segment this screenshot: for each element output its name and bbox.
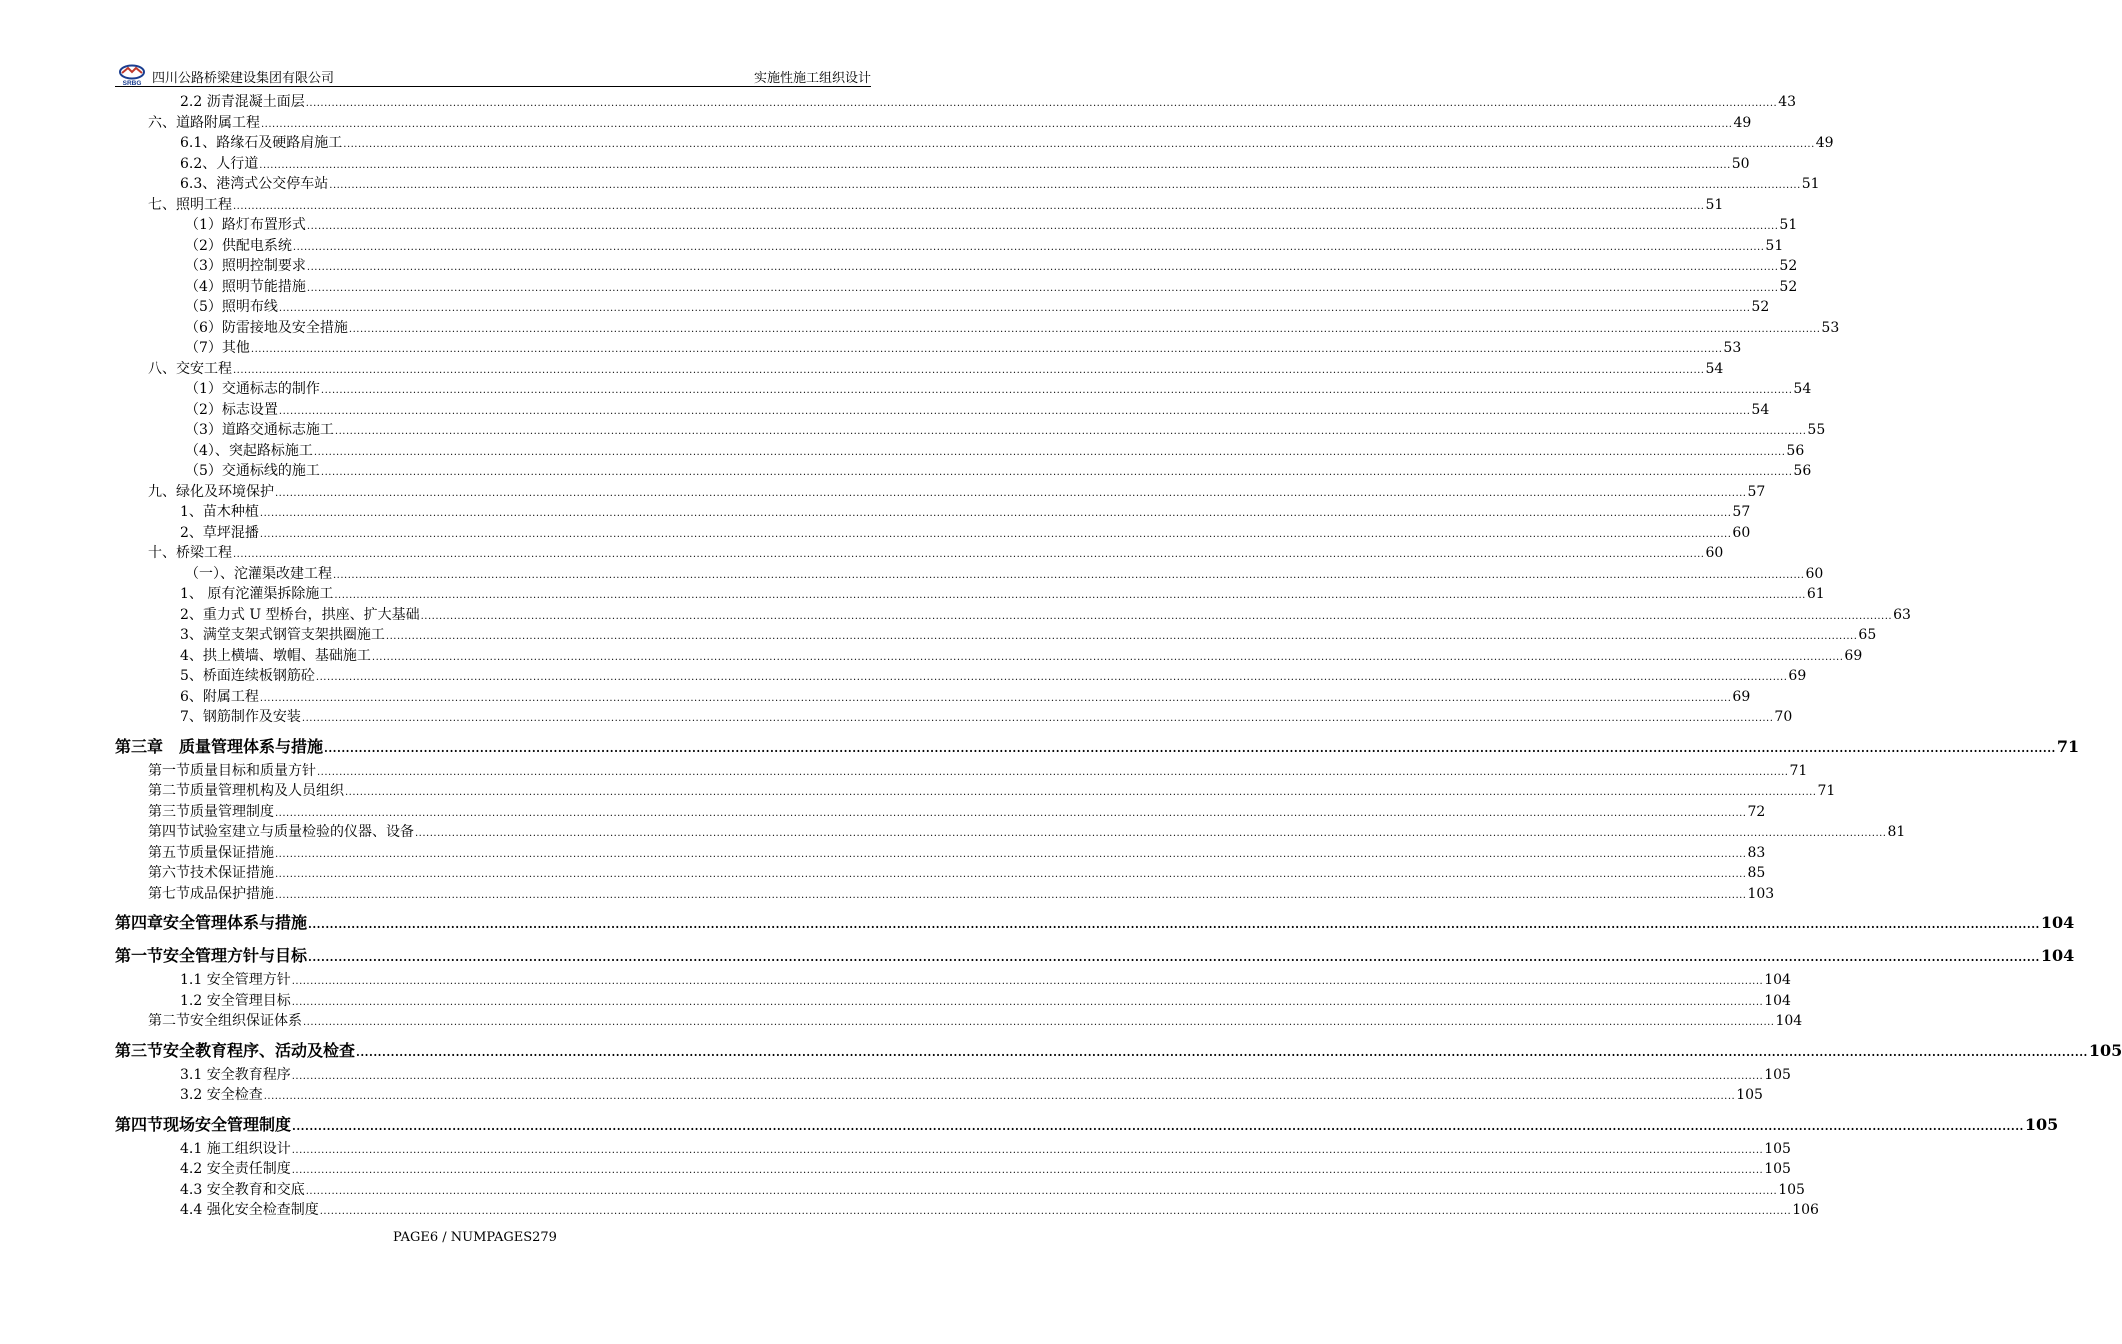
toc-entry-title: 第四章安全管理体系与措施 bbox=[115, 913, 308, 932]
toc-leader-dots: ................................................................................................................................................................................................................................................................................................................................................................................................................ bbox=[320, 385, 1793, 396]
toc-leader-dots: ................................................................................................................................................................................................................................................................................................................................................................................................................ bbox=[275, 487, 1747, 499]
toc-entry-title: （一）、沱灌渠改建工程 bbox=[185, 565, 332, 582]
toc-chapter-entry[interactable] bbox=[115, 909, 2075, 937]
toc-entry-page: 43 bbox=[1778, 94, 1797, 110]
toc-entry-title: 第五节质量保证措施 bbox=[148, 844, 274, 861]
toc-entry-title: （7）其他 bbox=[185, 340, 250, 356]
toc-entry-title: 4.1 施工组织设计 bbox=[180, 1140, 291, 1157]
toc-entry-page: 60 bbox=[1705, 545, 1724, 561]
toc-leader-dots: ................................................................................................................................................................................................................................................................................................................................................................................................................ bbox=[278, 405, 1751, 417]
toc-entry-title: 4.3 安全教育和交底 bbox=[180, 1181, 305, 1198]
toc-leader-dots: ................................................................................................................................................................................................................................................................................................................................................................................................................ bbox=[291, 1165, 1764, 1176]
toc-leader-dots: ................................................................................................................................................................................................................................................................................................................................................................................................................ bbox=[261, 118, 1733, 130]
toc-entry-page: 69 bbox=[1788, 668, 1807, 684]
toc-entry-page: 51 bbox=[1779, 217, 1798, 233]
toc-entry-page: 60 bbox=[1805, 565, 1824, 582]
toc-entry-page: 106 bbox=[1792, 1202, 1819, 1218]
toc-entry-title: 2、重力式 U 型桥台，拱座、扩大基础 bbox=[180, 606, 420, 623]
toc-leader-dots: ................................................................................................................................................................................................................................................................................................................................................................................................................ bbox=[306, 282, 1779, 294]
toc-entry-page: 57 bbox=[1747, 483, 1766, 500]
toc-entry[interactable] bbox=[115, 379, 1812, 400]
toc-entry[interactable] bbox=[115, 133, 1834, 154]
toc-entry[interactable] bbox=[115, 400, 1770, 421]
toc-entry-page: 54 bbox=[1751, 401, 1770, 418]
toc-leader-dots: ................................................................................................................................................................................................................................................................................................................................................................................................................ bbox=[291, 1144, 1764, 1156]
toc-entry[interactable] bbox=[115, 1180, 1805, 1201]
toc-entry-title: （2）标志设置 bbox=[185, 401, 278, 418]
toc-entry-page: 52 bbox=[1751, 299, 1770, 315]
toc-chapter-entry[interactable] bbox=[115, 733, 2080, 761]
toc-entry[interactable] bbox=[115, 277, 1798, 298]
toc-entry-title: 第六节技术保证措施 bbox=[148, 865, 274, 881]
toc-entry-title: 1、苗木种植 bbox=[180, 504, 259, 520]
toc-entry[interactable] bbox=[115, 666, 1807, 687]
toc-leader-dots: ................................................................................................................................................................................................................................................................................................................................................................................................................ bbox=[263, 1091, 1736, 1102]
toc-entry-title: 3.1 安全教育程序 bbox=[180, 1066, 291, 1083]
toc-entry-title: 第三节质量管理制度 bbox=[148, 803, 274, 820]
toc-entry[interactable] bbox=[115, 884, 1775, 905]
toc-leader-dots: ................................................................................................................................................................................................................................................................................................................................................................................................................ bbox=[278, 303, 1751, 314]
toc-entry-title: 6.2、人行道 bbox=[180, 155, 259, 172]
toc-entry-page: 56 bbox=[1793, 463, 1812, 479]
toc-entry-page: 103 bbox=[1747, 885, 1775, 902]
toc-entry[interactable] bbox=[115, 256, 1798, 277]
toc-entry[interactable] bbox=[115, 215, 1798, 236]
toc-leader-dots: ................................................................................................................................................................................................................................................................................................................................................................................................................ bbox=[233, 200, 1705, 212]
toc-entry-page: 69 bbox=[1732, 688, 1751, 705]
toc-entry[interactable] bbox=[115, 802, 1766, 823]
toc-entry[interactable] bbox=[115, 863, 1766, 884]
toc-entry-page: 105 bbox=[1764, 1140, 1791, 1157]
toc-entry-page: 83 bbox=[1747, 844, 1766, 861]
toc-entry-page: 71 bbox=[2056, 736, 2080, 756]
toc-leader-dots: ................................................................................................................................................................................................................................................................................................................................................................................................................ bbox=[259, 528, 1732, 540]
toc-entry[interactable] bbox=[115, 1139, 1791, 1160]
toc-entry-page: 105 bbox=[1778, 1181, 1805, 1198]
toc-entry-title: （3）道路交通标志施工 bbox=[185, 422, 334, 438]
toc-leader-dots: ................................................................................................................................................................................................................................................................................................................................................................................................................ bbox=[308, 918, 2040, 931]
toc-entry[interactable] bbox=[115, 359, 1724, 380]
toc-entry-title: 第七节成品保护措施 bbox=[148, 885, 274, 902]
toc-entry-page: 105 bbox=[2024, 1114, 2059, 1134]
toc-entry-title: 4、拱上横墙、墩帽、基础施工 bbox=[180, 647, 371, 664]
toc-entry-title: 2、草坪混播 bbox=[180, 524, 259, 541]
srbg-logo-icon bbox=[117, 64, 147, 86]
toc-leader-dots: ................................................................................................................................................................................................................................................................................................................................................................................................................ bbox=[291, 976, 1764, 987]
toc-entry-page: 55 bbox=[1807, 422, 1826, 438]
toc-entry[interactable] bbox=[115, 1159, 1791, 1180]
toc-entry-page: 49 bbox=[1815, 135, 1834, 151]
toc-entry-title: 6.1、路缘石及硬路肩施工 bbox=[180, 135, 343, 151]
toc-leader-dots: ................................................................................................................................................................................................................................................................................................................................................................................................................ bbox=[259, 508, 1732, 519]
toc-entry-title: 第二节质量管理机构及人员组织 bbox=[148, 783, 344, 799]
toc-entry[interactable] bbox=[115, 1065, 1791, 1086]
toc-entry-page: 104 bbox=[2040, 913, 2075, 932]
toc-entry-page: 51 bbox=[1801, 176, 1820, 192]
toc-leader-dots: ................................................................................................................................................................................................................................................................................................................................................................................................................ bbox=[348, 323, 1821, 335]
toc-entry-page: 105 bbox=[2088, 1040, 2122, 1060]
toc-leader-dots: ................................................................................................................................................................................................................................................................................................................................................................................................................ bbox=[324, 741, 2056, 755]
toc-entry-title: 4.4 强化安全检查制度 bbox=[180, 1202, 319, 1218]
toc-entry[interactable] bbox=[115, 707, 1793, 728]
toc-leader-dots: ................................................................................................................................................................................................................................................................................................................................................................................................................ bbox=[275, 889, 1747, 901]
toc-entry[interactable] bbox=[115, 564, 1824, 585]
toc-entry[interactable] bbox=[115, 297, 1770, 318]
toc-entry-title: 第三章 质量管理体系与措施 bbox=[115, 736, 324, 756]
toc-entry[interactable] bbox=[115, 1011, 1803, 1032]
toc-entry-page: 104 bbox=[1764, 972, 1791, 988]
toc-entry-title: 第一节安全管理方针与目标 bbox=[115, 946, 308, 965]
toc-entry-page: 56 bbox=[1786, 442, 1805, 459]
toc-entry-page: 57 bbox=[1732, 504, 1751, 520]
toc-leader-dots: ................................................................................................................................................................................................................................................................................................................................................................................................................ bbox=[275, 848, 1747, 860]
toc-leader-dots: ................................................................................................................................................................................................................................................................................................................................................................................................................ bbox=[308, 951, 2040, 964]
toc-entry-title: 第四节试验室建立与质量检验的仪器、设备 bbox=[148, 824, 414, 840]
toc-entry-title: 7、钢筋制作及安装 bbox=[180, 709, 301, 725]
toc-leader-dots: ................................................................................................................................................................................................................................................................................................................................................................................................................ bbox=[334, 426, 1807, 437]
toc-entry-page: 105 bbox=[1736, 1087, 1763, 1103]
toc-leader-dots: ................................................................................................................................................................................................................................................................................................................................................................................................................ bbox=[275, 807, 1747, 819]
toc-entry[interactable] bbox=[115, 822, 1906, 843]
toc-entry-page: 71 bbox=[1817, 783, 1836, 799]
toc-entry-page: 54 bbox=[1705, 360, 1724, 377]
toc-entry[interactable] bbox=[115, 113, 1752, 134]
toc-entry-page: 53 bbox=[1723, 340, 1742, 356]
toc-entry-page: 105 bbox=[1764, 1066, 1791, 1083]
toc-entry[interactable] bbox=[115, 482, 1766, 503]
toc-entry-page: 52 bbox=[1779, 258, 1798, 274]
toc-leader-dots: ................................................................................................................................................................................................................................................................................................................................................................................................................ bbox=[250, 344, 1723, 355]
toc-entry[interactable] bbox=[115, 92, 1797, 113]
toc-leader-dots: ................................................................................................................................................................................................................................................................................................................................................................................................................ bbox=[313, 446, 1786, 458]
toc-entry[interactable] bbox=[115, 991, 1791, 1012]
toc-entry[interactable] bbox=[115, 584, 1825, 605]
toc-entry-title: 九、绿化及环境保护 bbox=[148, 483, 274, 500]
toc-entry-title: （5）照明布线 bbox=[185, 299, 278, 315]
toc-entry-page: 65 bbox=[1858, 627, 1877, 643]
toc-leader-dots: ................................................................................................................................................................................................................................................................................................................................................................................................................ bbox=[420, 610, 1893, 622]
toc-entry-title: 1、 原有沱灌渠拆除施工 bbox=[180, 586, 334, 602]
toc-entry-title: 2.2 沥青混凝土面层 bbox=[180, 94, 305, 110]
toc-entry-title: 6、附属工程 bbox=[180, 688, 259, 705]
toc-leader-dots: ................................................................................................................................................................................................................................................................................................................................................................................................................ bbox=[415, 828, 1887, 839]
toc-leader-dots: ................................................................................................................................................................................................................................................................................................................................................................................................................ bbox=[385, 631, 1858, 642]
toc-leader-dots: ................................................................................................................................................................................................................................................................................................................................................................................................................ bbox=[233, 364, 1705, 376]
toc-leader-dots: ................................................................................................................................................................................................................................................................................................................................................................................................................ bbox=[292, 1119, 2024, 1133]
toc-leader-dots: ................................................................................................................................................................................................................................................................................................................................................................................................................ bbox=[303, 1017, 1775, 1028]
toc-entry-title: 3.2 安全检查 bbox=[180, 1087, 263, 1103]
toc-entry-page: 81 bbox=[1887, 824, 1906, 840]
toc-entry-title: 6.3、港湾式公交停车站 bbox=[180, 176, 329, 192]
page-footer: PAGE6 / NUMPAGES279 bbox=[393, 1230, 557, 1245]
toc-entry-title: 1.2 安全管理目标 bbox=[180, 992, 291, 1009]
toc-entry[interactable] bbox=[115, 502, 1751, 523]
toc-entry-title: 第二节安全组织保证体系 bbox=[148, 1013, 302, 1029]
toc-entry-title: （6）防雷接地及安全措施 bbox=[185, 319, 348, 336]
toc-entry-title: 七、照明工程 bbox=[148, 196, 232, 213]
toc-entry[interactable] bbox=[115, 154, 1750, 175]
toc-entry-title: （3）照明控制要求 bbox=[185, 258, 306, 274]
toc-leader-dots: ................................................................................................................................................................................................................................................................................................................................................................................................................ bbox=[291, 996, 1764, 1008]
toc-entry-title: （5）交通标线的施工 bbox=[185, 463, 320, 479]
toc-entry[interactable] bbox=[115, 461, 1812, 482]
toc-leader-dots: ................................................................................................................................................................................................................................................................................................................................................................................................................ bbox=[334, 590, 1806, 601]
toc-leader-dots: ................................................................................................................................................................................................................................................................................................................................................................................................................ bbox=[345, 787, 1817, 798]
toc-entry-page: 72 bbox=[1747, 803, 1766, 820]
toc-entry-title: 第三节安全教育程序、活动及检查 bbox=[115, 1040, 356, 1060]
toc-entry-page: 104 bbox=[1775, 1013, 1803, 1029]
toc-entry[interactable] bbox=[115, 420, 1826, 441]
toc-entry-title: 六、道路附属工程 bbox=[148, 114, 260, 131]
toc-entry-page: 60 bbox=[1732, 524, 1751, 541]
toc-entry-title: 八、交安工程 bbox=[148, 360, 232, 377]
toc-entry-page: 53 bbox=[1821, 319, 1840, 336]
toc-leader-dots: ................................................................................................................................................................................................................................................................................................................................................................................................................ bbox=[292, 241, 1765, 253]
toc-entry[interactable] bbox=[115, 441, 1805, 462]
toc-entry-page: 51 bbox=[1765, 237, 1784, 254]
toc-entry[interactable] bbox=[115, 195, 1724, 216]
toc-leader-dots: ................................................................................................................................................................................................................................................................................................................................................................................................................ bbox=[275, 869, 1747, 880]
toc-entry-page: 51 bbox=[1705, 196, 1724, 213]
toc-entry-title: 1.1 安全管理方针 bbox=[180, 972, 291, 988]
toc-entry-title: （1）交通标志的制作 bbox=[185, 381, 320, 397]
toc-entry-page: 54 bbox=[1793, 381, 1812, 397]
toc-entry[interactable] bbox=[115, 523, 1751, 544]
toc-entry-page: 85 bbox=[1747, 865, 1766, 881]
toc-entry-title: 3、满堂支架式钢管支架拱圈施工 bbox=[180, 627, 385, 643]
toc-entry[interactable] bbox=[115, 687, 1751, 708]
toc-entry[interactable] bbox=[115, 625, 1877, 646]
toc-leader-dots: ................................................................................................................................................................................................................................................................................................................................................................................................................ bbox=[317, 766, 1789, 778]
toc-entry-page: 49 bbox=[1733, 114, 1752, 131]
toc-entry[interactable] bbox=[115, 318, 1840, 339]
logo-text: SRBG bbox=[122, 80, 142, 87]
toc-entry-title: （2）供配电系统 bbox=[185, 237, 292, 254]
toc-entry[interactable] bbox=[115, 236, 1784, 257]
toc-entry[interactable] bbox=[115, 543, 1724, 564]
toc-entry[interactable] bbox=[115, 970, 1791, 991]
toc-entry[interactable] bbox=[115, 646, 1863, 667]
toc-chapter-entry[interactable] bbox=[115, 1037, 2122, 1065]
toc-entry-page: 104 bbox=[1764, 992, 1791, 1009]
toc-entry[interactable] bbox=[115, 843, 1766, 864]
toc-leader-dots: ................................................................................................................................................................................................................................................................................................................................................................................................................ bbox=[259, 692, 1732, 704]
toc-entry-title: （4）照明节能措施 bbox=[185, 278, 306, 295]
toc-leader-dots: ................................................................................................................................................................................................................................................................................................................................................................................................................ bbox=[343, 139, 1815, 150]
toc-leader-dots: ................................................................................................................................................................................................................................................................................................................................................................................................................ bbox=[315, 672, 1788, 683]
toc-entry[interactable] bbox=[115, 1200, 1819, 1221]
toc-entry-title: （1）路灯布置形式 bbox=[185, 217, 306, 233]
toc-entry-page: 104 bbox=[2040, 946, 2075, 965]
toc-leader-dots: ................................................................................................................................................................................................................................................................................................................................................................................................................ bbox=[320, 467, 1793, 478]
toc-leader-dots: ................................................................................................................................................................................................................................................................................................................................................................................................................ bbox=[333, 569, 1805, 581]
toc-leader-dots: ................................................................................................................................................................................................................................................................................................................................................................................................................ bbox=[301, 713, 1774, 724]
toc-entry[interactable] bbox=[115, 174, 1820, 195]
toc-entry[interactable] bbox=[115, 761, 1808, 782]
toc-entry-page: 63 bbox=[1893, 606, 1911, 623]
toc-leader-dots: ................................................................................................................................................................................................................................................................................................................................................................................................................ bbox=[259, 159, 1731, 171]
toc-leader-dots: ................................................................................................................................................................................................................................................................................................................................................................................................................ bbox=[306, 221, 1779, 232]
table-of-contents bbox=[115, 92, 2122, 1221]
toc-leader-dots: ................................................................................................................................................................................................................................................................................................................................................................................................................ bbox=[356, 1045, 2088, 1059]
toc-entry-page: 61 bbox=[1806, 586, 1825, 602]
toc-entry-page: 105 bbox=[1764, 1161, 1791, 1177]
toc-entry-title: 4.2 安全责任制度 bbox=[180, 1161, 291, 1177]
toc-leader-dots: ................................................................................................................................................................................................................................................................................................................................................................................................................ bbox=[306, 262, 1779, 273]
toc-entry-title: （4）、突起路标施工 bbox=[185, 442, 313, 459]
toc-entry[interactable] bbox=[115, 781, 1836, 802]
toc-entry[interactable] bbox=[115, 1085, 1763, 1106]
toc-entry-title: 十、桥梁工程 bbox=[148, 545, 232, 561]
toc-leader-dots: ................................................................................................................................................................................................................................................................................................................................................................................................................ bbox=[305, 98, 1778, 109]
page-header bbox=[115, 62, 871, 87]
toc-entry-page: 50 bbox=[1731, 155, 1750, 172]
toc-entry-page: 52 bbox=[1779, 278, 1798, 295]
toc-entry-page: 71 bbox=[1789, 762, 1808, 779]
toc-leader-dots: ................................................................................................................................................................................................................................................................................................................................................................................................................ bbox=[233, 549, 1705, 560]
toc-leader-dots: ................................................................................................................................................................................................................................................................................................................................................................................................................ bbox=[291, 1070, 1764, 1082]
toc-chapter-entry[interactable] bbox=[115, 942, 2075, 970]
toc-leader-dots: ................................................................................................................................................................................................................................................................................................................................................................................................................ bbox=[371, 651, 1844, 663]
toc-entry[interactable] bbox=[115, 338, 1742, 359]
toc-entry-title: 第一节质量目标和质量方针 bbox=[148, 762, 316, 779]
document-title: 实施性施工组织设计 bbox=[753, 71, 871, 86]
toc-entry-page: 69 bbox=[1844, 647, 1863, 664]
toc-entry-title: 5、桥面连续板钢筋砼 bbox=[180, 668, 315, 684]
toc-chapter-entry[interactable] bbox=[115, 1111, 2059, 1139]
toc-entry[interactable] bbox=[115, 605, 1911, 626]
toc-leader-dots: ................................................................................................................................................................................................................................................................................................................................................................................................................ bbox=[305, 1185, 1778, 1197]
toc-entry-title: 第四节现场安全管理制度 bbox=[115, 1114, 292, 1134]
company-name: 四川公路桥梁建设集团有限公司 bbox=[152, 71, 335, 86]
toc-leader-dots: ................................................................................................................................................................................................................................................................................................................................................................................................................ bbox=[319, 1206, 1792, 1217]
toc-leader-dots: ................................................................................................................................................................................................................................................................................................................................................................................................................ bbox=[329, 180, 1801, 191]
toc-entry-page: 70 bbox=[1774, 709, 1793, 725]
